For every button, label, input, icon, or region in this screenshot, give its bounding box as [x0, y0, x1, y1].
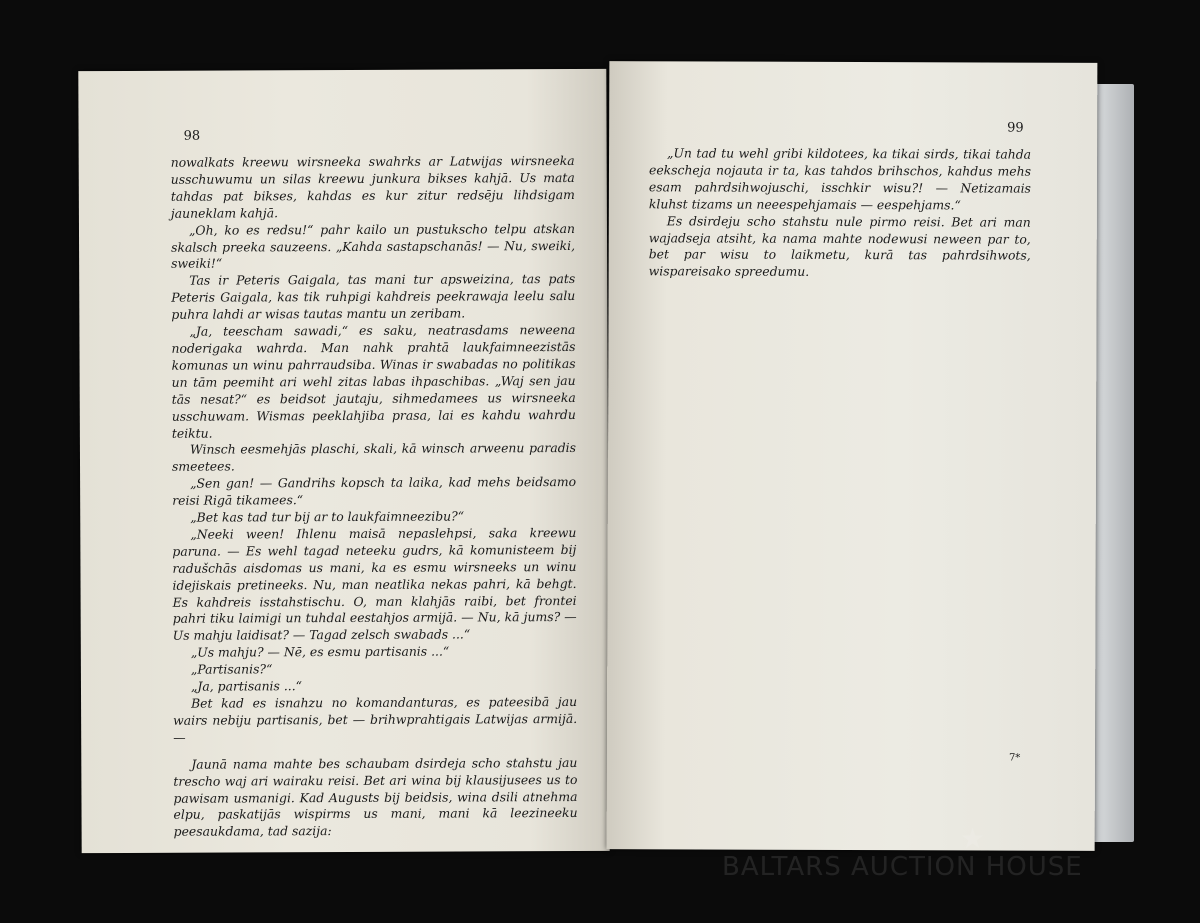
paragraph: Winsch eesmehjās plaschi, skali, kā winsch arweenu paradis smeetees.: [171, 440, 576, 475]
paragraph: nowalkats kreewu wirsneeka swahrks ar Latwijas wirsneeka usschuwumu un silas kreewu junkura bikses kahjā. Us mata tahdas pat bikses, kahdas es kur zitur redsēju lihdsigam jauneklam kahjā.: [170, 152, 575, 221]
left-page: [78, 69, 609, 853]
paragraph: „Un tad tu wehl gribi kildotees, ka tikai sirds, tikai tahda eekscheja nojauta ir ta, kas tahdos brihschos, kahdus mehs esam pahrdsihwojuschi, isschkir wisu?! — Netizamais kluhst tizams un neeespehjamais — eespehjams.“: [648, 145, 1032, 213]
paragraph: „Us mahju? — Nē, es esmu partisanis ...“: [190, 643, 450, 660]
paragraph: Jaunā nama mahte bes schaubam dsirdeja scho stahstu jau trescho waj ari wairaku reisi. Bet ari wina bij klausijusees us to pawisam usmanigi. Kad Augusts bij beidsis, wina dsili atnehma elpu, paskatijās wispirms us mani, mani kā leezineeku peesaukdama, tad sazija:: [173, 754, 578, 840]
paragraph: Es dsirdeju scho stahstu nule pirmo reisi. Bet ari man wajadseja atsiht, ka nama mahte nodewusi neween par to, bet par wisu to laikmetu, kurā tas pahrdsihwots, wispareisako spreedumu.: [648, 212, 1031, 280]
paragraph: „Neeki ween! Ihlenu maisā nepaslehpsi, saka kreewu paruna. — Es wehl tagad neteeku gudrs, kā komunisteem bij radušchās aisdomas us mani, ka es esmu wirsneeks un winu idejiskais pretineeks. Nu, man neatlika nekas pahri, kā behgt. Es kahdreis isstahstischu. O, man klahjās raibi, bet frontei pahri tiku laimigi un tuhdal eestahjos armijā. — Nu, kā jums? — Us mahju laidisat? — Tagad zelsch swabads ...“: [172, 524, 577, 644]
paragraph: „Partisanis?“: [190, 661, 273, 677]
signature-mark: 7*: [1008, 752, 1021, 764]
left-page-text: [171, 153, 578, 841]
watermark: BALTARS AUCTION HOUSE: [722, 852, 1083, 882]
paragraph: „Ja, teescham sawadi,“ es saku, neatrasdams neweena noderigaka wahrda. Man nahk prahtā laukfaimneezistās komunas un winu pahrraudsiba. Winas ir swabadas no politikas un tām peemiht ari wehl zitas labas ihpaschibas. „Waj sen jau tās nesat?“ es beidsot jautaju, sihmedamees us wirsneeka usschuwam. Wismas peeklahjiba prasa, lai es kahdu wahrdu teiktu.: [171, 322, 576, 441]
right-page-number: 99: [1007, 120, 1024, 136]
paragraph: „Sen gan! — Gandrihs kopsch ta laika, kad mehs beidsamo reisi Rigā tikamees.“: [172, 474, 577, 508]
paragraph: „Oh, ko es redsu!“ pahr kailo un pustukscho telpu atskan skalsch preeka sauzeens. „Kahda sastapschanās! — Nu, sweiki, sweiki!“: [171, 220, 576, 272]
right-page-text: [649, 145, 1031, 282]
watermark-star-icon: ★: [960, 822, 986, 855]
paragraph: Tas ir Peteris Gaigala, tas mani tur apsweizina, tas pats Peteris Gaigala, kas tik ruhpigi kahdreis peekrawaja leelu salu puhra lahdi ar wisas tautas mantu un zeribam.: [171, 271, 576, 322]
paragraph: „Ja, partisanis ...“: [190, 678, 302, 694]
paragraph: „Bet kas tad tur bij ar to laukfaimneezibu?“: [190, 508, 465, 525]
right-page: [607, 61, 1098, 851]
left-page-number: 98: [183, 128, 201, 144]
paragraph: Bet kad es isnahzu no komandanturas, es pateesibā jau wairs nebiju partisanis, bet — brihwprahtigais Latwijas armijā.—: [173, 693, 578, 745]
